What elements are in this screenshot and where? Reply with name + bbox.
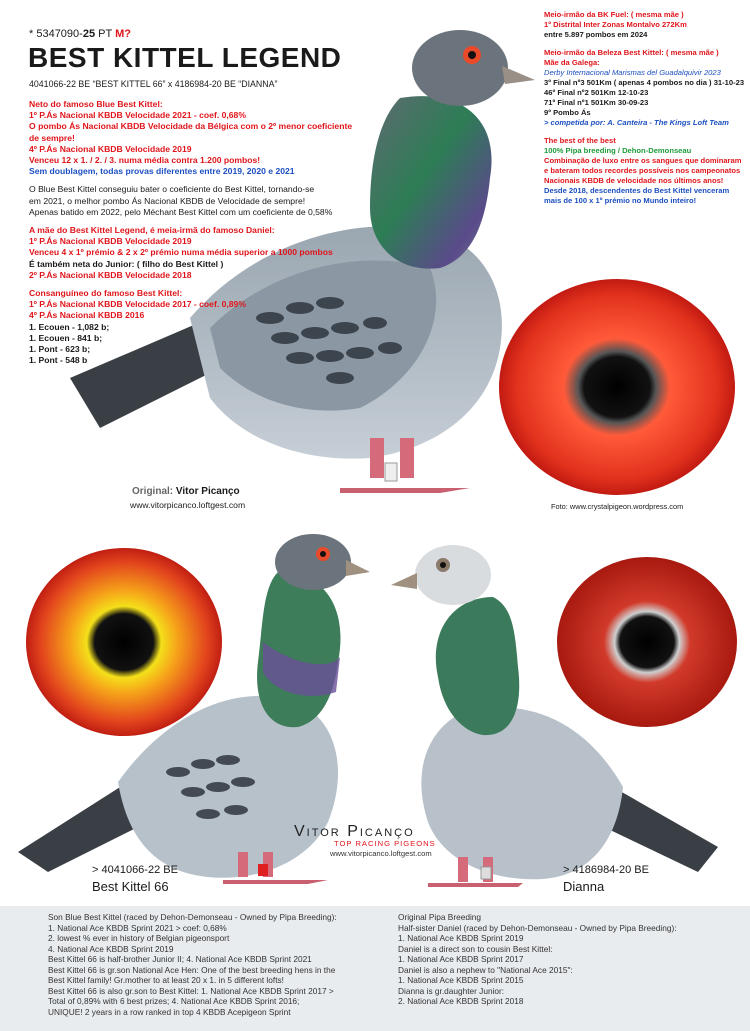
sire-name: Best Kittel 66 xyxy=(92,879,169,894)
text-line: Dianna is gr.daughter Junior: xyxy=(398,985,505,996)
text-line: 71º Final nº1 501Km 30-09-23 xyxy=(544,98,649,107)
text-line: 4. National Ace KBDB Sprint 2019 xyxy=(48,943,174,954)
text-line: Neto do famoso Blue Best Kittel: xyxy=(29,99,163,109)
text-line: entre 5.897 pombos em 2024 xyxy=(544,30,648,39)
sire-ring: > 4041066-22 BE xyxy=(92,864,178,876)
text-line: Venceu 12 x 1. / 2. / 3. numa média contra 1.200 pombos! xyxy=(29,155,261,166)
text-line: A mãe do Best Kittel Legend, é meia-irmã do famoso Daniel: xyxy=(29,225,275,236)
text-line: Mãe da Galega: xyxy=(544,58,600,67)
text-line: 1º P.Ás Nacional KBDB Velocidade 2017 - coef. 0,89% xyxy=(29,299,246,310)
text-line: 1. National Ace KBDB Sprint 2017 xyxy=(398,954,524,964)
photo-credit: Foto: www.crystalpigeon.wordpress.com xyxy=(551,502,684,511)
brand-url: www.vitorpicanco.loftgest.com xyxy=(330,849,432,858)
original-label: Original: xyxy=(132,486,174,497)
text-line: 4º P.Ás Nacional KBDB Velocidade 2019 xyxy=(29,143,192,154)
text-line: 1. Pont - 623 b; xyxy=(29,344,91,355)
original-credit xyxy=(132,486,240,497)
ring-number xyxy=(29,28,131,40)
text-line: 1. National Ace KBDB Sprint 2015 xyxy=(398,975,524,985)
text-line: Best Kittel 66 is half-brother Junior II; 4. National Ace KBDB Sprint 2021 xyxy=(48,954,312,964)
text-line: 100% Pipa breeding / Dehon-Demonseau xyxy=(544,146,692,155)
text-line: Daniel is also a nephew to "National Ace 2015": xyxy=(398,964,573,975)
text-line: Desde 2018, descendentes do Best Kittel venceram xyxy=(544,186,730,195)
text-line: 2. National Ace KBDB Sprint 2018 xyxy=(398,996,524,1006)
dam-description xyxy=(398,912,738,1007)
left-description xyxy=(29,99,359,373)
text-line: Combinação de luxo entre os sangues que dominaram xyxy=(544,156,742,165)
page-title: BEST KITTEL LEGEND xyxy=(28,42,342,73)
text-line: The best of the best xyxy=(544,136,616,145)
text-line: 3º Final nº3 501Km ( apenas 4 pombos no dia ) 31-10-23 xyxy=(544,78,745,87)
section-best-of-best xyxy=(544,136,748,206)
text-line: e bateram todos recordes possíveis nos campeonatos xyxy=(544,166,741,175)
main-eye-photo xyxy=(492,272,742,502)
text-line: 1. Ecouen - 841 b; xyxy=(29,332,103,343)
text-line: O pombo Ás Nacional KBDB Velocidade da Bélgica com o 2º menor coeficiente de sempre! xyxy=(29,121,353,143)
text-line: 4º P.Ás Nacional KBDB 2016 xyxy=(29,310,145,321)
text-line: Best Kittel 66 is gr.son National Ace Hen: One of the best breeding hens in the xyxy=(48,964,336,975)
dam-ring: > 4186984-20 BE xyxy=(563,864,649,876)
original-url: www.vitorpicanco.loftgest.com xyxy=(130,500,246,510)
section-inbred xyxy=(29,288,359,366)
text-line: Best Kittel family! Gr.mother to at least 20 x 1. in 5 different lofts! xyxy=(48,975,284,985)
text-line: 46º Final nº2 501Km 12-10-23 xyxy=(544,88,649,97)
pedigree-line: 4041066-22 BE “BEST KITTEL 66” x 4186984-20 BE “DIANNA” xyxy=(29,79,278,89)
section-grandson xyxy=(29,99,359,177)
text-line: 1. Pont - 548 b xyxy=(29,355,88,366)
text-line: 1. National Ace KBDB Sprint 2021 > coef: 0,68% xyxy=(48,922,227,933)
dam-name: Dianna xyxy=(563,879,605,894)
section-mother xyxy=(29,225,359,281)
text-line: O Blue Best Kittel conseguiu bater o coeficiente do Best Kittel, tornando-se xyxy=(29,184,315,195)
text-line: 1º P.Ás Nacional KBDB Velocidade 2021 - coef. 0,68% xyxy=(29,110,246,121)
right-description xyxy=(544,10,748,214)
text-line: Son Blue Best Kittel (raced by Dehon-Demonseau - Owned by Pipa Breeding): xyxy=(48,912,337,922)
text-line: Nacionais KBDB de velocidade nos últimos anos! xyxy=(544,176,724,185)
sire-description xyxy=(48,912,378,1017)
text-line: 2º P.Ás Nacional KBDB Velocidade 2018 xyxy=(29,269,192,280)
text-line: UNIQUE! 2 years in a row ranked in top 4 KBDB Acepigeon Sprint xyxy=(48,1006,291,1017)
text-line: Apenas batido em 2022, pelo Méchant Best Kittel com um coeficiente de 0,58% xyxy=(29,206,333,217)
text-line: Meio-irmão da Beleza Best Kittel: ( mesma mãe ) xyxy=(544,48,719,57)
text-line: mais de 100 x 1º prémio no Mundo inteiro! xyxy=(544,196,697,205)
text-line: > competida por: A. Canteira - The Kings Loft Team xyxy=(544,118,729,127)
text-line: 1. National Ace KBDB Sprint 2019 xyxy=(398,933,524,943)
text-line: Original Pipa Breeding xyxy=(398,912,482,922)
text-line: 1. Ecouen - 1,082 b; xyxy=(29,321,110,332)
text-line: 2. lowest % ever in history of Belgian pigeonsport xyxy=(48,933,230,943)
text-line: Daniel is a direct son to cousin Best Kittel: xyxy=(398,943,553,954)
text-line: Consanguíneo do famoso Best Kittel: xyxy=(29,288,183,299)
ring-year: 25 xyxy=(82,28,96,40)
section-record xyxy=(29,184,359,218)
text-line: Total of 0,89% with 6 best prizes; 4. National Ace KBDB Sprint 2016; xyxy=(48,996,300,1006)
ring-prefix: * 5347090- xyxy=(29,28,83,40)
text-line: Half-sister Daniel (raced by Dehon-Demonseau - Owned by Pipa Breeding): xyxy=(398,922,677,933)
text-line: Meio-irmão da BK Fuel: ( mesma mãe ) xyxy=(544,10,684,19)
text-line: em 2021, o melhor pombo Ás Nacional KBDB de Velocidade de sempre! xyxy=(29,195,306,206)
text-line: Sem doublagem, todas provas diferentes entre 2019, 2020 e 2021 xyxy=(29,166,295,177)
brand-name: Vitor Picanço xyxy=(294,823,415,840)
text-line: É também neta do Junior: ( filho do Best Kittel ) xyxy=(29,258,224,269)
section-half-brother-fuel xyxy=(544,10,748,40)
section-half-brother-beleza xyxy=(544,48,748,128)
brand-tagline: TOP RACING PIGEONS xyxy=(334,839,436,848)
text-line: Derby Internacional Marismas del Guadalquivir 2023 xyxy=(544,68,721,77)
original-name: Vitor Picanço xyxy=(173,486,240,497)
ring-country: PT xyxy=(95,28,116,40)
text-line: Venceu 4 x 1º prémio & 2 x 2º prémio numa média superior a 1000 pombos xyxy=(29,247,333,258)
text-line: 1º P.Ás Nacional KBDB Velocidade 2019 xyxy=(29,236,192,247)
text-line: Best Kittel 66 is also gr.son to Best Kittel: 1. National Ace KBDB Sprint 2017 > xyxy=(48,985,334,996)
text-line: 9º Pombo Ás xyxy=(544,108,591,117)
ring-sex: M? xyxy=(115,28,131,40)
text-line: 1º Distrital Inter Zonas Montalvo 272Km xyxy=(544,20,687,29)
